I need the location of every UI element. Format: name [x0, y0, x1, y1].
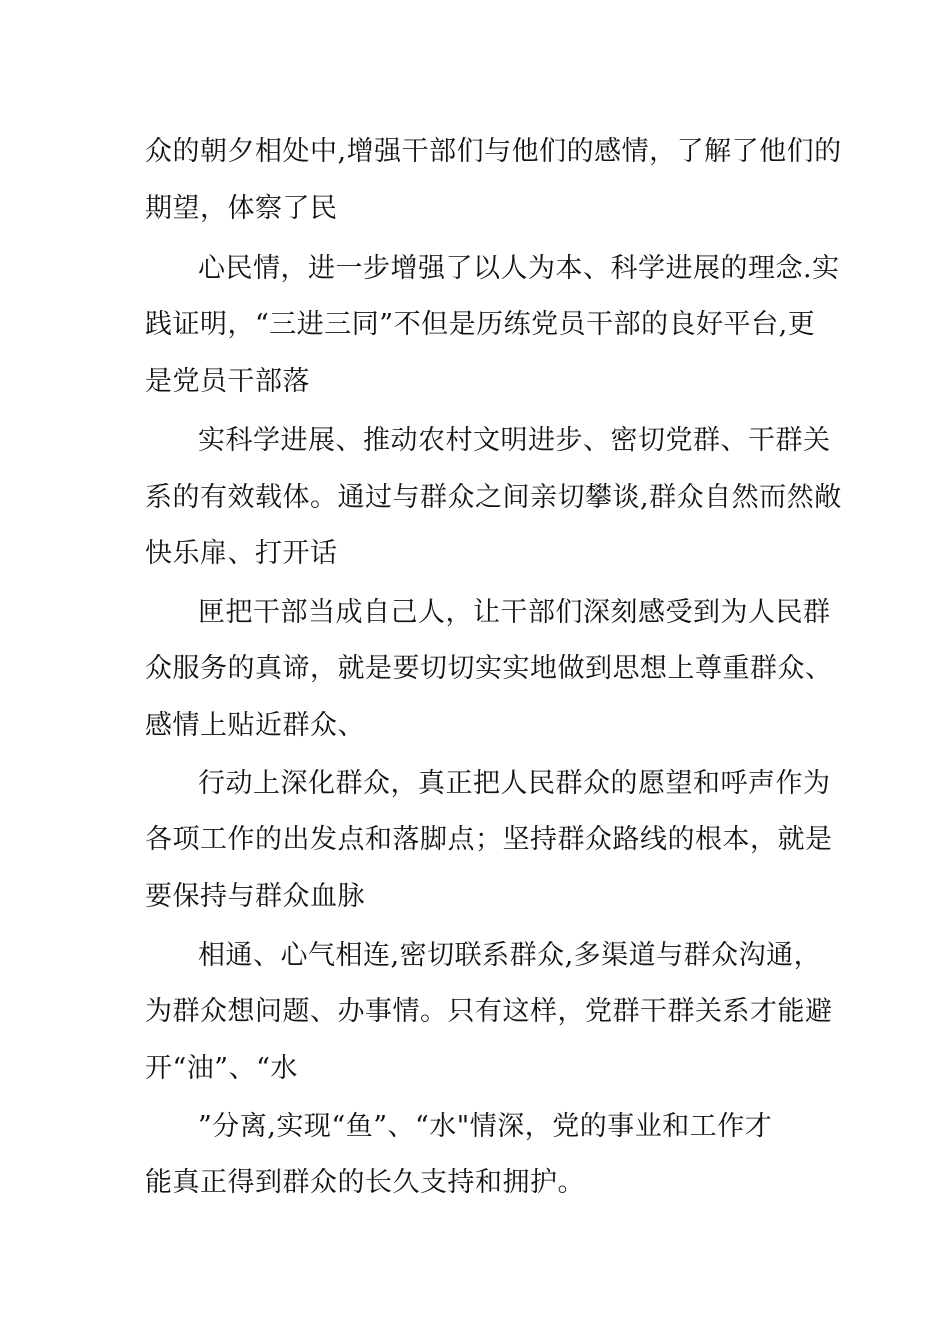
- text-line: 众的朝夕相处中,增强干部们与他们的感情，了解了他们的: [145, 136, 842, 167]
- text-line: 快乐扉、打开话: [145, 538, 338, 569]
- text-line: 能真正得到群众的长久支持和拥护。: [145, 1167, 585, 1198]
- paragraph-first-line: ”分离,实现“鱼”、“水"情深，党的事业和工作才: [198, 1111, 773, 1142]
- paragraph-first-line: 相通、心气相连,密切联系群众,多渠道与群众沟通，: [198, 940, 822, 971]
- text-line: 各项工作的出发点和落脚点；坚持群众路线的根本，就是: [145, 824, 833, 855]
- text-line: 要保持与群众血脉: [145, 881, 365, 912]
- text-line: 系的有效载体。通过与群众之间亲切攀谈,群众自然而然敞: [145, 482, 842, 513]
- text-line: 践证明，“三进三同”不但是历练党员干部的良好平台,更: [145, 309, 816, 340]
- paragraph-first-line: 心民情，进一步增强了以人为本、科学进展的理念.实: [198, 253, 840, 284]
- text-line: 期望，体察了民: [145, 193, 338, 224]
- paragraph-first-line: 行动上深化群众，真正把人民群众的愿望和呼声作为: [198, 768, 831, 799]
- paragraph-first-line: 实科学进展、推动农村文明进步、密切党群、干群关: [198, 425, 831, 456]
- text-line: 开“油”、“水: [145, 1053, 298, 1084]
- paragraph-first-line: 匣把干部当成自己人，让干部们深刻感受到为人民群: [198, 597, 831, 628]
- text-line: 感情上贴近群众、: [145, 710, 365, 741]
- text-line: 为群众想问题、办事情。只有这样，党群干群关系才能避: [145, 996, 833, 1027]
- text-line: 众服务的真谛，就是要切切实实地做到思想上尊重群众、: [145, 653, 833, 684]
- text-line: 是党员干部落: [145, 366, 310, 397]
